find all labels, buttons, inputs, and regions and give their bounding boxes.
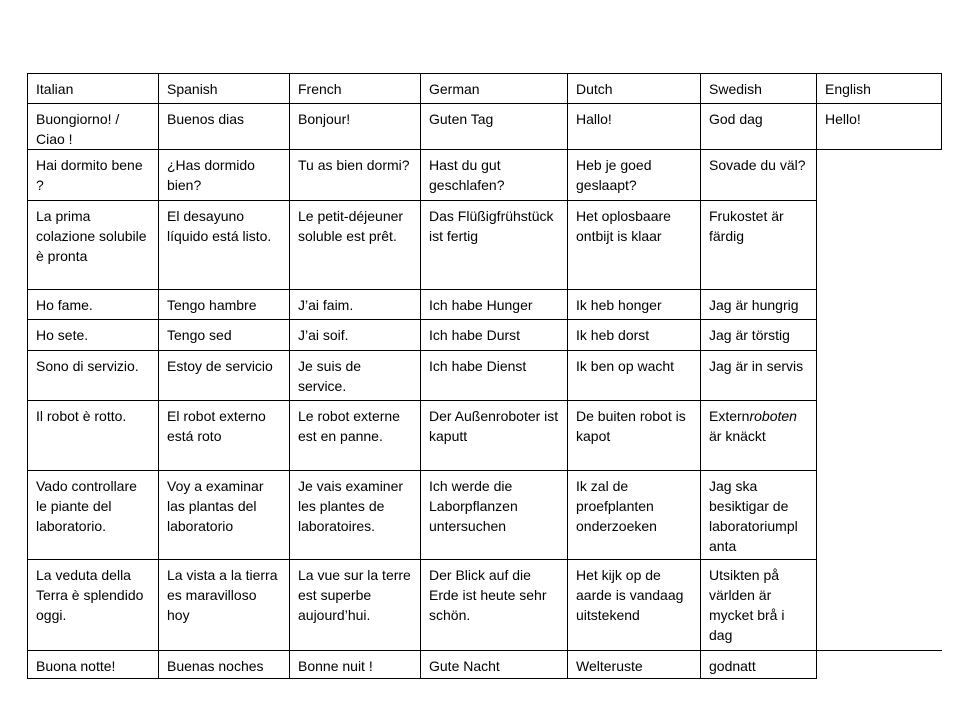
table-cell: Je vais examiner les plantes de laboratoires. xyxy=(290,471,421,560)
table-cell: Ik heb honger xyxy=(568,290,701,320)
header-french: French xyxy=(290,74,421,104)
table-row xyxy=(28,104,942,150)
table-cell: Jag är törstig xyxy=(701,320,817,351)
table-cell: Welteruste xyxy=(568,651,701,679)
table-cell: Ich habe Dienst xyxy=(421,351,568,401)
table-cell: ¿Has dormido bien? xyxy=(159,150,290,201)
table-cell: Hallo! xyxy=(568,104,701,150)
table-cell: Hello! xyxy=(817,104,942,150)
header-spanish: Spanish xyxy=(159,74,290,104)
empty-cell xyxy=(817,651,942,679)
table-row xyxy=(28,651,942,679)
header-german: German xyxy=(421,74,568,104)
table-cell: Tengo hambre xyxy=(159,290,290,320)
table-cell: Ich habe Durst xyxy=(421,320,568,351)
table-cell: Hast du gut geschlafen? xyxy=(421,150,568,201)
table-cell: Buenos dias xyxy=(159,104,290,150)
table-cell: Vado controllare le piante del laboratorio. xyxy=(28,471,159,560)
header-english: English xyxy=(817,74,942,104)
table-cell: Frukostet är färdig xyxy=(701,201,817,290)
phrase-table xyxy=(27,73,942,679)
table-cell: La vue sur la terre est superbe aujourd’hui. xyxy=(290,560,421,651)
table-cell: Buona notte! xyxy=(28,651,159,679)
table-row xyxy=(28,401,942,471)
italic-fragment: roboten xyxy=(749,408,797,424)
header-italian: Italian xyxy=(28,74,159,104)
table-cell: Ho sete. xyxy=(28,320,159,351)
table-cell: Ik zal de proefplanten onderzoeken xyxy=(568,471,701,560)
table-cell: Voy a examinar las plantas del laboratorio xyxy=(159,471,290,560)
table-cell: Ich habe Hunger xyxy=(421,290,568,320)
table-cell: Ik heb dorst xyxy=(568,320,701,351)
table-cell: Je suis de service. xyxy=(290,351,421,401)
table-row xyxy=(28,201,942,290)
table-cell: Guten Tag xyxy=(421,104,568,150)
table-cell: Gute Nacht xyxy=(421,651,568,679)
table-cell: Utsikten på världen är mycket brå i dag xyxy=(701,560,817,651)
empty-cell xyxy=(817,471,942,560)
table-cell: Ho fame. xyxy=(28,290,159,320)
table-row xyxy=(28,150,942,201)
empty-cell xyxy=(817,290,942,320)
table-cell: De buiten robot is kapot xyxy=(568,401,701,471)
table-cell: Buongiorno! / Ciao ! xyxy=(28,104,159,150)
table-cell: Ik ben op wacht xyxy=(568,351,701,401)
table-cell: Sono di servizio. xyxy=(28,351,159,401)
table-cell: Het kijk op de aarde is vandaag uitstekend xyxy=(568,560,701,651)
empty-cell xyxy=(817,201,942,290)
table-cell: Tengo sed xyxy=(159,320,290,351)
table-cell: Le petit-déjeuner soluble est prêt. xyxy=(290,201,421,290)
table-cell: La prima colazione solubile è pronta xyxy=(28,201,159,290)
table-cell: Jag ska besiktigar de laboratoriumpl anta xyxy=(701,471,817,560)
table-cell: Bonne nuit ! xyxy=(290,651,421,679)
table-cell: Jag är hungrig xyxy=(701,290,817,320)
empty-cell xyxy=(817,560,942,651)
table-cell: Heb je goed geslaapt? xyxy=(568,150,701,201)
table-row xyxy=(28,320,942,351)
table-cell: Der Blick auf die Erde ist heute sehr schön. xyxy=(421,560,568,651)
table-cell: El desayuno líquido está listo. xyxy=(159,201,290,290)
empty-cell xyxy=(817,401,942,471)
table-row xyxy=(28,471,942,560)
table-cell: Buenas noches xyxy=(159,651,290,679)
table-cell: J’ai soif. xyxy=(290,320,421,351)
table-row xyxy=(28,560,942,651)
table-cell: La veduta della Terra è splendido oggi. xyxy=(28,560,159,651)
table-cell: God dag xyxy=(701,104,817,150)
table-cell: El robot externo está roto xyxy=(159,401,290,471)
table-row xyxy=(28,290,942,320)
table-cell: godnatt xyxy=(701,651,817,679)
table-cell: Der Außenroboter ist kaputt xyxy=(421,401,568,471)
table-cell: Het oplosbaare ontbijt is klaar xyxy=(568,201,701,290)
table-row xyxy=(28,351,942,401)
table-cell: Estoy de servicio xyxy=(159,351,290,401)
table-cell: Sovade du väl? xyxy=(701,150,817,201)
table-cell: Ich werde die Laborpflanzen untersuchen xyxy=(421,471,568,560)
empty-cell xyxy=(817,150,942,201)
empty-cell xyxy=(817,351,942,401)
header-dutch: Dutch xyxy=(568,74,701,104)
table-cell: Hai dormito bene ? xyxy=(28,150,159,201)
table-cell: Jag är in servis xyxy=(701,351,817,401)
header-row xyxy=(28,74,942,104)
table-cell: Le robot externe est en panne. xyxy=(290,401,421,471)
header-swedish: Swedish xyxy=(701,74,817,104)
table-cell: Das Flüßigfrühstück ist fertig xyxy=(421,201,568,290)
empty-cell xyxy=(817,320,942,351)
table-cell: Bonjour! xyxy=(290,104,421,150)
table-cell: La vista a la tierra es maravilloso hoy xyxy=(159,560,290,651)
table-cell: Il robot è rotto. xyxy=(28,401,159,471)
table-cell: Tu as bien dormi? xyxy=(290,150,421,201)
table-cell: Externroboten är knäckt xyxy=(701,401,817,471)
table-cell: J’ai faim. xyxy=(290,290,421,320)
